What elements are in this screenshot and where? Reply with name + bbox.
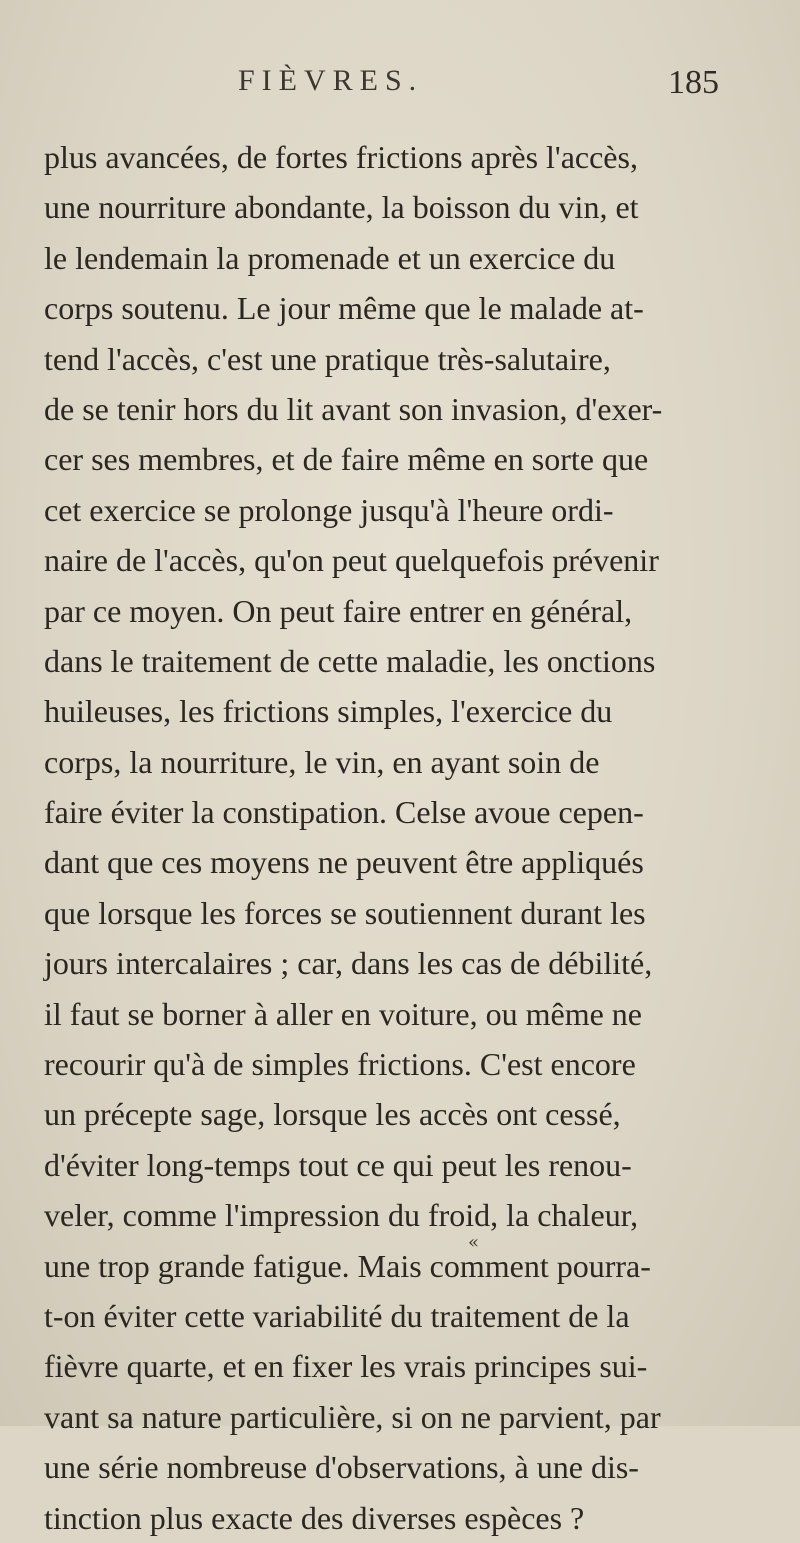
footer-mark: « [468, 1232, 480, 1253]
text-line: veler, comme l'impression du froid, la chaleur, [44, 1197, 639, 1234]
text-line: par ce moyen. On peut faire entrer en général, [44, 592, 633, 629]
text-line: une trop grande fatigue. Mais comment pourra- [44, 1247, 651, 1284]
text-line: corps, la nourriture, le vin, en ayant soin de [44, 743, 600, 780]
text-line: plus avancées, de fortes frictions après l'accès, [44, 139, 638, 175]
text-line: il faut se borner à aller en voiture, ou même ne [44, 995, 642, 1032]
text-line: t-on éviter cette variabilité du traitement de la [44, 1297, 630, 1334]
running-head: FIÈVRES. [238, 64, 424, 97]
text-line: cet exercice se prolonge jusqu'à l'heure ordi- [44, 491, 614, 528]
text-line: dans le traitement de cette maladie, les onctions [44, 642, 656, 679]
body-text [44, 132, 764, 1543]
text-line: que lorsque les forces se soutiennent durant les [44, 894, 646, 931]
text-line: fièvre quarte, et en fixer les vrais principes sui- [44, 1348, 648, 1385]
page-header [0, 64, 800, 114]
text-line: jours intercalaires ; car, dans les cas de débilité, [44, 945, 653, 982]
text-line: d'éviter long-temps tout ce qui peut les renou- [44, 1146, 632, 1183]
text-line: tend l'accès, c'est une pratique très-salutaire, [44, 340, 611, 377]
text-line: naire de l'accès, qu'on peut quelquefois prévenir [44, 542, 659, 579]
text-line: huileuses, les frictions simples, l'exercice du [44, 693, 613, 730]
text-line: une nourriture abondante, la boisson du vin, et [44, 189, 639, 226]
text-line: faire éviter la constipation. Celse avoue cepen- [44, 794, 644, 831]
text-line: le lendemain la promenade et un exercice du [44, 239, 616, 276]
text-line: cer ses membres, et de faire même en sorte que [44, 441, 649, 478]
text-line: de se tenir hors du lit avant son invasion, d'exer- [44, 390, 663, 427]
text-line: une série nombreuse d'observations, à une dis- [44, 1449, 639, 1486]
text-line: vant sa nature particulière, si on ne parvient, par [44, 1398, 661, 1435]
text-line: un précepte sage, lorsque les accès ont cessé, [44, 1096, 621, 1133]
text-line: tinction plus exacte des diverses espèces ? [44, 1499, 585, 1536]
text-line: recourir qu'à de simples frictions. C'est encore [44, 1046, 636, 1083]
text-line: dant que ces moyens ne peuvent être appliqués [44, 844, 644, 881]
page-number: 185 [668, 64, 719, 101]
text-line: corps soutenu. Le jour même que le malade at- [44, 290, 644, 327]
